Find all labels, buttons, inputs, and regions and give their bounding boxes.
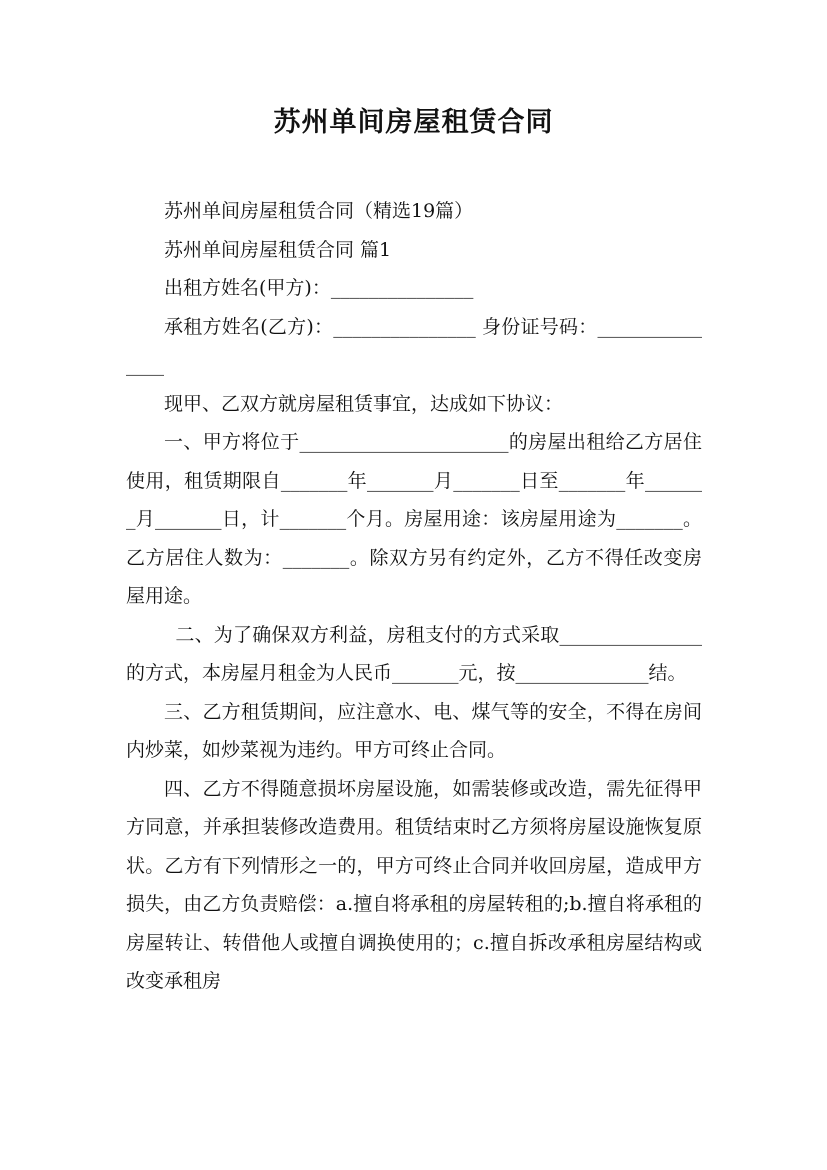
clause-1: 一、甲方将位于______________________的房屋出租给乙方居住使用，租赁期限自_______年_______月_______日至_______年_______月_______日，计_______个月。房屋用途：该房屋用途为_______。乙方居住人数为：_______。除双方另有约定外，乙方不得任改变房屋用途。 <box>126 431 702 607</box>
lessor-name-line: 出租方姓名(甲方)：_______________ <box>164 277 474 299</box>
clause-3: 三、乙方租赁期间，应注意水、电、煤气等的安全，不得在房间内炒菜，如炒菜视为违约。甲方可终止合同。 <box>126 700 702 761</box>
clause-2: 二、为了确保双方利益，房租支付的方式采取_______________的方式，本房屋月租金为人民币_______元，按______________结。 <box>126 623 702 684</box>
clause-4: 四、乙方不得随意损坏房屋设施，如需装修或改造，需先征得甲方同意，并承担装修改造费用。租赁结束时乙方须将房屋设施恢复原状。乙方有下列情形之一的，甲方可终止合同并收回房屋，造成甲方损失，由乙方负责赔偿：a.擅自将承租的房屋转租的;b.擅自将承租的房屋转让、转借他人或擅自调换使用的；c.擅自拆改承租房屋结构或改变承租房 <box>126 777 702 992</box>
lessee-name-line: 承租方姓名(乙方)：_______________ 身份证号码：_______________ <box>126 315 702 376</box>
document-body <box>126 192 702 1001</box>
agreement-intro: 现甲、乙双方就房屋租赁事宜，达成如下协议： <box>164 392 564 415</box>
section-heading: 苏州单间房屋租赁合同 篇1 <box>164 238 392 261</box>
contract-subtitle: 苏州单间房屋租赁合同（精选19篇） <box>164 200 474 222</box>
document-title: 苏州单间房屋租赁合同 <box>273 107 554 138</box>
